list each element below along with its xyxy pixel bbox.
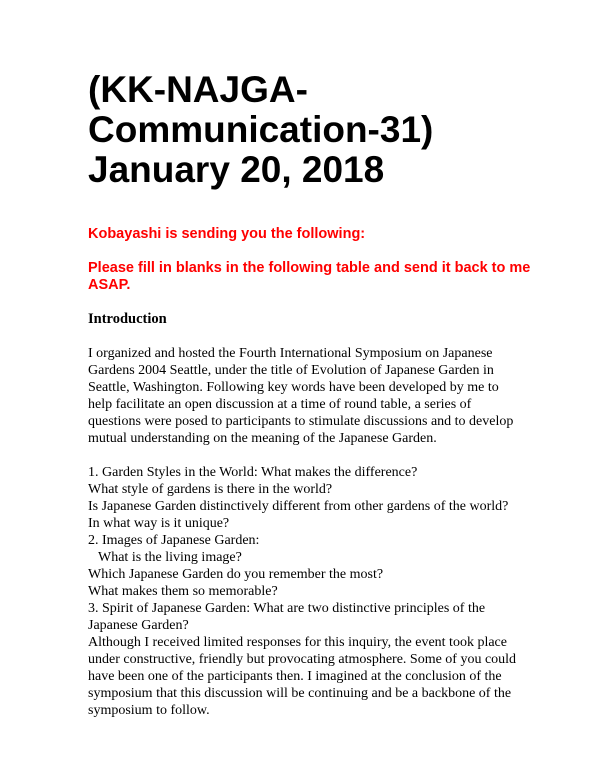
title-line: (KK-NAJGA- — [88, 69, 308, 110]
introduction-paragraph — [88, 345, 528, 447]
question-item: What makes them so memorable? — [88, 584, 278, 599]
question-item: Is Japanese Garden distinctively different from other gardens of the world? — [88, 499, 509, 514]
request-notice-line: Please fill in blanks in the following table and send it back to me — [88, 260, 531, 276]
request-notice-line: ASAP. — [88, 277, 131, 293]
closing-line: under constructive, friendly but provocating atmosphere. Some of you could — [88, 652, 517, 667]
paragraph-line: I organized and hosted the Fourth International Symposium on Japanese — [88, 346, 493, 361]
request-notice — [88, 260, 531, 294]
document-page — [88, 69, 531, 719]
question-item: 3. Spirit of Japanese Garden: What are two distinctive principles of the — [88, 601, 486, 616]
question-item: In what way is it unique? — [88, 516, 230, 531]
closing-line: symposium to follow. — [88, 703, 210, 718]
question-item: What is the living image? — [98, 550, 242, 565]
question-item: Japanese Garden? — [88, 618, 189, 633]
paragraph-line: Seattle, Washington. Following key words have been developed by me to — [88, 380, 499, 395]
question-item: 2. Images of Japanese Garden: — [88, 533, 260, 548]
question-item: What style of gardens is there in the world? — [88, 482, 333, 497]
paragraph-line: questions were posed to participants to stimulate discussions and to develop — [88, 414, 514, 429]
title-line: January 20, 2018 — [88, 149, 385, 190]
paragraph-line: help facilitate an open discussion at a time of round table, a series of — [88, 397, 472, 412]
question-list — [88, 464, 528, 719]
paragraph-line: Gardens 2004 Seattle, under the title of Evolution of Japanese Garden in — [88, 363, 494, 378]
sender-notice — [88, 226, 528, 243]
title-line: Communication-31) — [88, 109, 434, 150]
question-item: 1. Garden Styles in the World: What makes the difference? — [88, 465, 418, 480]
closing-line: symposium that this discussion will be continuing and be a backbone of the — [88, 686, 512, 701]
closing-line: have been one of the participants then. I imagined at the conclusion of the — [88, 669, 502, 684]
sender-notice-text: Kobayashi is sending you the following: — [88, 226, 366, 242]
closing-line: Although I received limited responses for this inquiry, the event took place — [88, 635, 507, 650]
paragraph-line: mutual understanding on the meaning of the Japanese Garden. — [88, 431, 437, 446]
section-heading-introduction: Introduction — [88, 311, 167, 327]
question-item: Which Japanese Garden do you remember the most? — [88, 567, 384, 582]
document-title — [88, 70, 528, 190]
